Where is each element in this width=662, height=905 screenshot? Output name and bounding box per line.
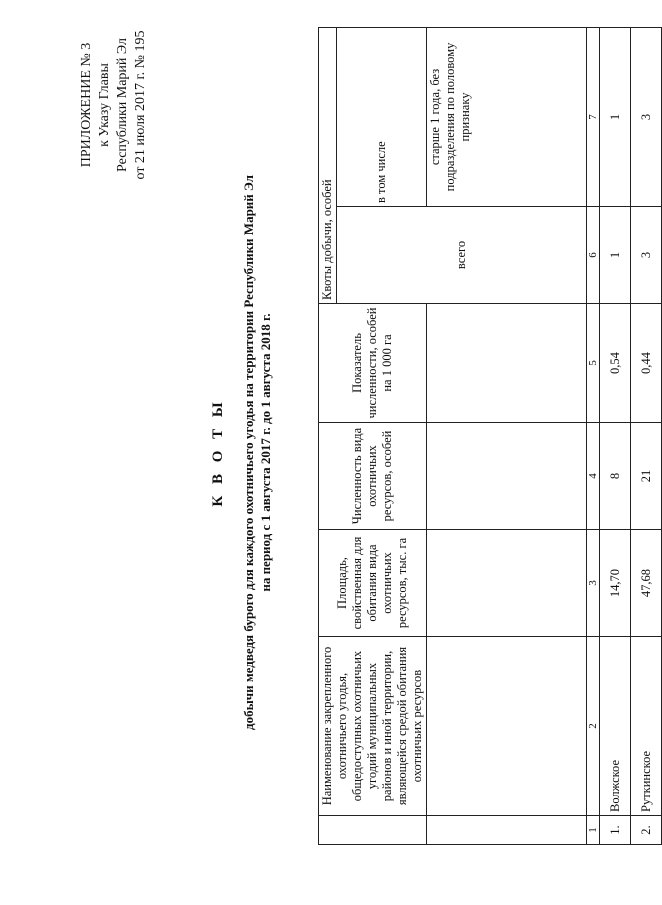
- appendix-line: к Указу Главы: [97, 63, 112, 147]
- row-name: Руткинское: [631, 637, 662, 816]
- appendix-line: ПРИЛОЖЕНИЕ № 3: [79, 42, 94, 168]
- row-number: 1.: [600, 816, 631, 845]
- row-count: 21: [631, 423, 662, 530]
- appendix-line: от 21 июля 2017 г. № 195: [133, 30, 148, 180]
- row-older: 1: [600, 28, 631, 207]
- column-number: 3: [587, 530, 600, 637]
- row-index: 0,44: [631, 304, 662, 423]
- header-cell-name: Наименование закрепленного охотничьего угодья, общедоступных охотничьих угодий муниципальных районов и иной территории, являющейся средой обитания охотничьих ресурсов: [319, 637, 427, 816]
- header-cell-total: всего: [337, 207, 587, 304]
- row-count: 8: [600, 423, 631, 530]
- column-number: 2: [587, 637, 600, 816]
- header-row: [319, 28, 337, 845]
- header-cell-in-that-number: в том числе: [337, 28, 427, 207]
- quota-table: [318, 27, 662, 845]
- header-cell-index: Показатель численности, особей на 1 000 га: [319, 304, 427, 423]
- header-cell-number: [319, 816, 427, 845]
- document-title: К В О Т Ы: [210, 398, 226, 507]
- subtitle-line: добычи медведя бурого для каждого охотничьего угодья на территории Республики Марий Эл: [241, 175, 256, 730]
- row-number: 2.: [631, 816, 662, 845]
- row-area: 14,70: [600, 530, 631, 637]
- header-cell-area: Площадь, свойственная для обитания вида охотничьих ресурсов, тыс. га: [319, 530, 427, 637]
- column-number: 7: [587, 28, 600, 207]
- row-area: 47,68: [631, 530, 662, 637]
- column-number: 5: [587, 304, 600, 423]
- subtitle-line: на период с 1 августа 2017 г. до 1 августа 2018 г.: [258, 313, 273, 592]
- header-cell-older: старше 1 года, без подразделения по половому признаку: [427, 28, 587, 207]
- document-subtitle: [240, 0, 274, 905]
- row-older: 3: [631, 28, 662, 207]
- appendix-block: [78, 25, 150, 185]
- column-number: 6: [587, 207, 600, 304]
- column-number-row: [587, 28, 600, 845]
- header-cell-count: Численность вида охотничьих ресурсов, особей: [319, 423, 427, 530]
- row-name: Волжское: [600, 637, 631, 816]
- header-cell-blank: [427, 637, 587, 816]
- column-number: 4: [587, 423, 600, 530]
- header-cell-blank: [427, 423, 587, 530]
- header-cell-quota-group: Квоты добычи, особей: [319, 28, 337, 304]
- table-row: [631, 28, 662, 845]
- row-total: 1: [600, 207, 631, 304]
- header-cell-blank: [427, 530, 587, 637]
- table-row: [600, 28, 631, 845]
- column-number: 1: [587, 816, 600, 845]
- appendix-line: Республики Марий Эл: [115, 38, 130, 172]
- header-cell-blank: [427, 816, 587, 845]
- header-cell-blank: [427, 304, 587, 423]
- header-row: [427, 28, 587, 845]
- row-total: 3: [631, 207, 662, 304]
- row-index: 0,54: [600, 304, 631, 423]
